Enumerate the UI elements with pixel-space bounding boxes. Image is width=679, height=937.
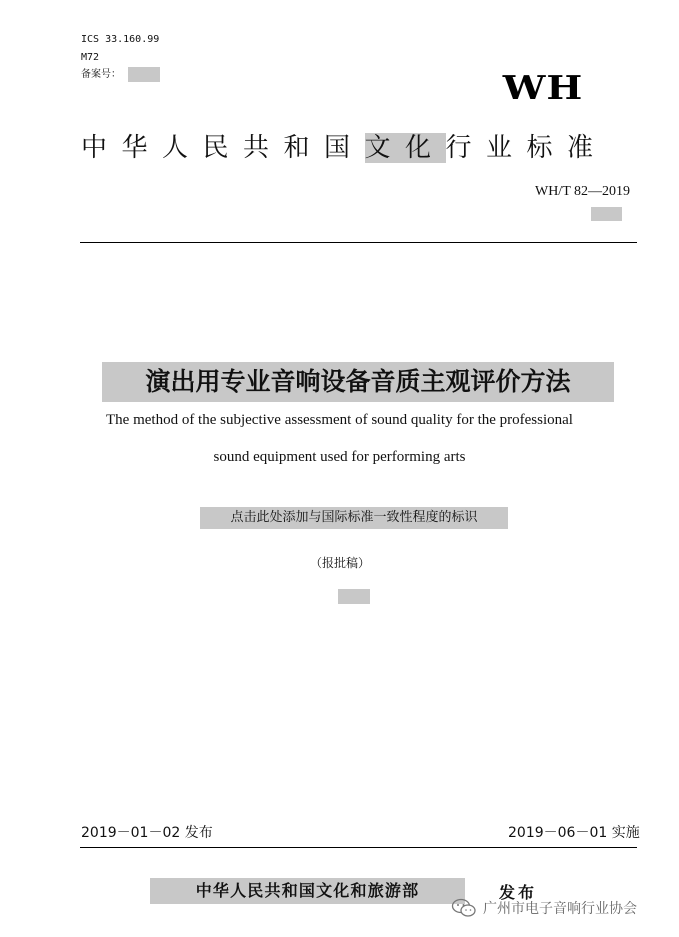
wh-logo: WH bbox=[502, 68, 584, 107]
standard-title-part-2: 文化 bbox=[364, 133, 446, 163]
wechat-icon bbox=[451, 898, 477, 918]
record-number-field bbox=[128, 67, 160, 82]
ics-code: ICS 33.160.99 bbox=[81, 34, 160, 45]
consistency-placeholder[interactable]: 点击此处添加与国际标准一致性程度的标识 bbox=[200, 507, 508, 529]
publish-label: 发布 bbox=[499, 883, 538, 902]
draft-date-field bbox=[338, 589, 370, 604]
header-divider bbox=[80, 242, 637, 243]
publisher: 中华人民共和国文化和旅游部 bbox=[150, 878, 465, 904]
standard-code: WH/T 82—2019 bbox=[534, 184, 630, 199]
document-title-en-line2: sound equipment used for performing arts bbox=[213, 449, 466, 465]
implement-date: 2019－06－01 实施 bbox=[508, 825, 640, 841]
issue-date: 2019－01－02 发布 bbox=[81, 825, 213, 841]
watermark-text: 广州市电子音响行业协会 bbox=[483, 901, 637, 917]
standard-title bbox=[81, 131, 641, 165]
category-code: M72 bbox=[81, 52, 100, 63]
standard-title-part-3: 行业标准 bbox=[445, 133, 608, 163]
document-title-cn: 演出用专业音响设备音质主观评价方法 bbox=[102, 362, 614, 402]
draft-status: （报批稿） bbox=[309, 556, 370, 570]
replaces-field bbox=[591, 207, 622, 221]
document-title-en-line1: The method of the subjective assessment of sound quality for the professional bbox=[106, 412, 573, 428]
standard-title-part-1: 中华人民共和国 bbox=[81, 133, 365, 163]
footer-divider bbox=[80, 847, 637, 848]
record-number-label: 备案号： bbox=[81, 69, 121, 80]
watermark bbox=[451, 898, 671, 918]
record-number-row bbox=[81, 69, 121, 81]
